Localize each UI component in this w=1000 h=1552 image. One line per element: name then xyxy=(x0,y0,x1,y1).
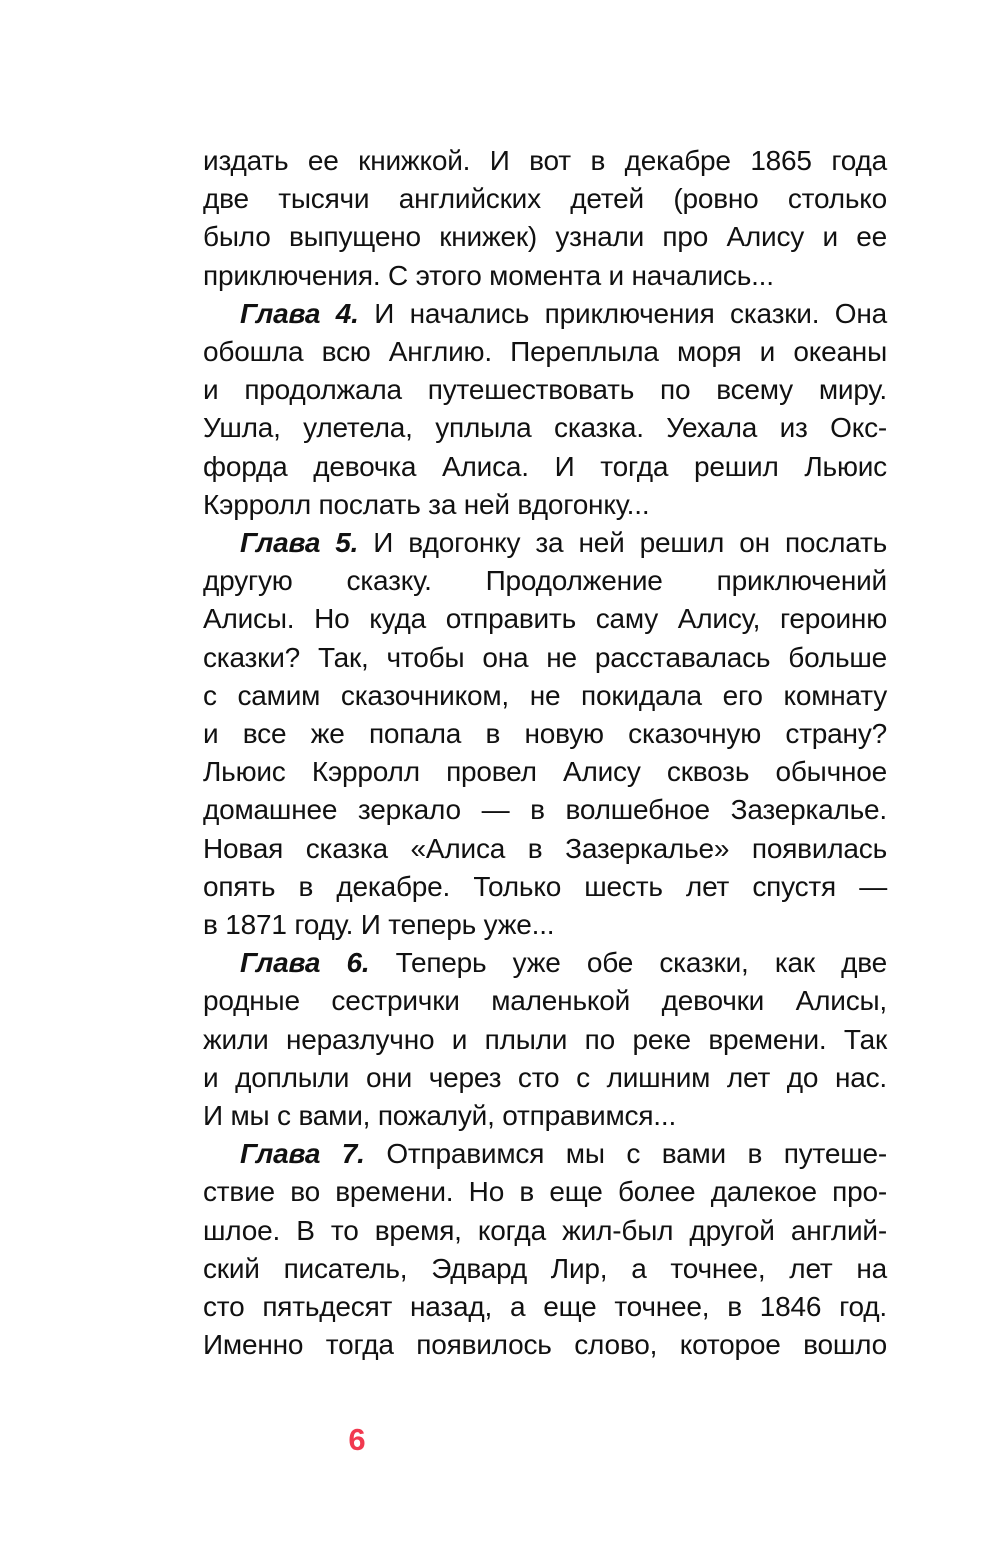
text-block xyxy=(203,142,887,1365)
text-line: две тысячи английских детей (ровно столько xyxy=(203,183,887,215)
paragraph xyxy=(203,944,887,1135)
text-line: Глава 4. И начались приключения сказки. Она xyxy=(240,297,887,329)
text-line: домашнее зеркало — в волшебное Зазеркалье. xyxy=(203,794,887,826)
text-line: и продолжала путешествовать по всему миру. xyxy=(203,374,887,406)
chapter-heading: Глава 5. xyxy=(240,527,359,559)
paragraph xyxy=(203,524,887,944)
text-line: опять в декабре. Только шесть лет спустя — xyxy=(203,870,887,902)
paragraph xyxy=(203,142,887,295)
text-line: Льюис Кэрролл провел Алису сквозь обычное xyxy=(203,756,887,788)
paragraph xyxy=(203,295,887,524)
text-line: родные сестрички маленькой девочки Алисы, xyxy=(203,985,887,1017)
text-line: и все же попала в новую сказочную страну? xyxy=(203,718,887,750)
text-line: другую сказку. Продолжение приключений xyxy=(203,565,887,597)
text-line: Алисы. Но куда отправить саму Алису, героиню xyxy=(203,603,887,635)
text-line: обошла всю Англию. Переплыла моря и океаны xyxy=(203,336,887,368)
text-line: Глава 6. Теперь уже обе сказки, как две xyxy=(240,947,887,979)
text-line: жили неразлучно и плыли по реке времени. Так xyxy=(203,1023,887,1055)
chapter-heading: Глава 7. xyxy=(240,1138,365,1170)
text-line: Глава 5. И вдогонку за ней решил он послать xyxy=(240,527,887,559)
text-line: Именно тогда появилось слово, которое вошло xyxy=(203,1329,887,1361)
text-line: было выпущено книжек) узнали про Алису и ее xyxy=(203,221,887,253)
paragraph xyxy=(203,1135,887,1364)
chapter-heading: Глава 6. xyxy=(240,947,370,979)
text-line: Новая сказка «Алиса в Зазеркалье» появилась xyxy=(203,832,887,864)
text-line: И мы с вами, пожалуй, отправимся... xyxy=(203,1100,677,1132)
text-line: сказки? Так, чтобы она не расставалась больше xyxy=(203,641,887,673)
text-line: приключения. С этого момента и начались... xyxy=(203,259,774,291)
text-line: ствие во времени. Но в еще более далекое про- xyxy=(203,1176,887,1208)
text-line: и доплыли они через сто с лишним лет до нас. xyxy=(203,1061,887,1093)
text-line: шлое. В то время, когда жил-был другой англий- xyxy=(203,1214,887,1246)
text-line: издать ее книжкой. И вот в декабре 1865 года xyxy=(203,145,887,176)
text-line: Ушла, улетела, уплыла сказка. Уехала из Окс- xyxy=(203,412,887,444)
page-number: 6 xyxy=(348,1422,366,1457)
text-line: ский писатель, Эдвард Лир, а точнее, лет на xyxy=(203,1252,887,1284)
text-line: Глава 7. Отправимся мы с вами в путеше- xyxy=(240,1138,887,1170)
text-line: с самим сказочником, не покидала его комнату xyxy=(203,679,887,711)
chapter-heading: Глава 4. xyxy=(240,297,359,329)
text-line: в 1871 году. И теперь уже... xyxy=(203,909,555,941)
text-line: форда девочка Алиса. И тогда решил Льюис xyxy=(203,450,887,482)
text-line: сто пятьдесят назад, а еще точнее, в 1846 год. xyxy=(203,1291,887,1323)
text-line: Кэрролл послать за ней вдогонку... xyxy=(203,488,650,520)
